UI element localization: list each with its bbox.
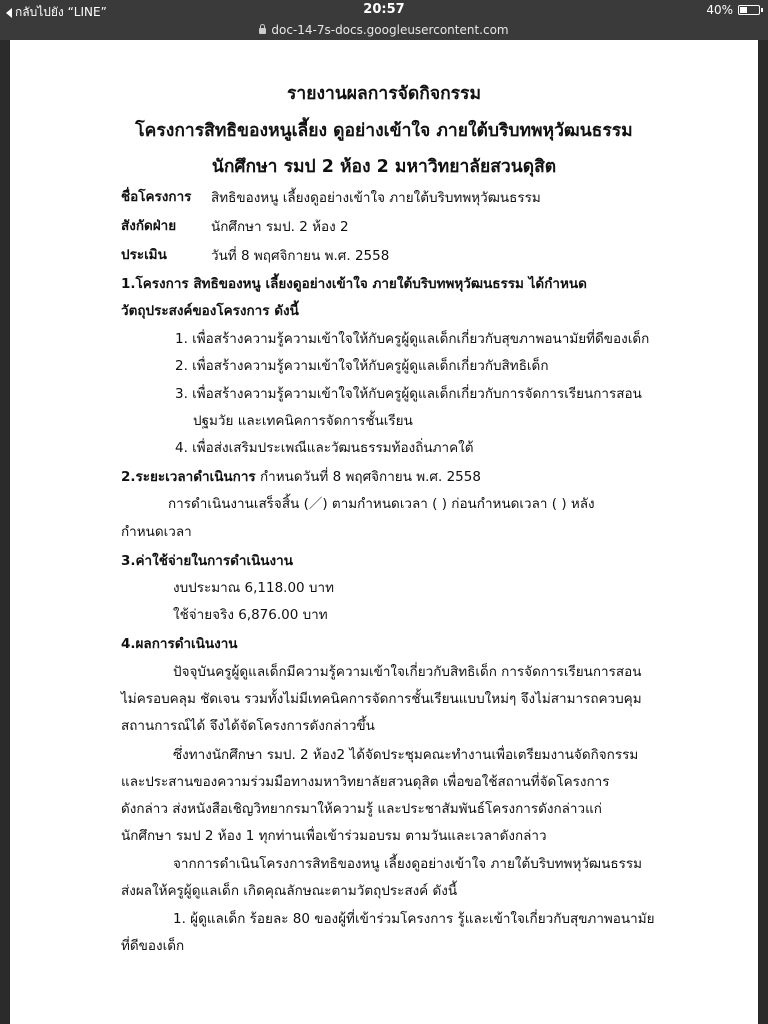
para3-line1: จากการดำเนินโครงการสิทธิของหนู เลี้ยงดูอย่างเข้าใจ ภายใต้บริบทพหุวัฒนธรรม (173, 856, 642, 872)
battery-indicator (706, 3, 760, 17)
section3-heading: 3.ค่าใช้จ่ายในการดำเนินงาน (121, 553, 293, 569)
battery-percent: 40% (706, 3, 733, 17)
document-page (10, 40, 758, 1024)
status-bar (0, 0, 768, 20)
objective-2: 2. เพื่อสร้างความรู้ความเข้าใจให้กับครูผู้ดูแลเด็กเกี่ยวกับสิทธิเด็ก (175, 358, 549, 374)
info-value-project: สิทธิของหนู เลี้ยงดูอย่างเข้าใจ ภายใต้บริบทพหุวัฒนธรรม (211, 190, 541, 206)
section2-heading: 2.ระยะเวลาดำเนินการ (121, 469, 256, 485)
result1-line1: 1. ผู้ดูแลเด็ก ร้อยละ 80 ของผู้ที่เข้าร่วมโครงการ รู้และเข้าใจเกี่ยวกับสุขภาพอนามัย (173, 911, 655, 927)
result1-line2: ที่ดีของเด็ก (121, 938, 185, 954)
section2-line3: กำหนดเวลา (121, 524, 192, 540)
budget-line: งบประมาณ 6,118.00 บาท (173, 580, 334, 596)
status-time: 20:57 (363, 2, 405, 17)
section1-heading-line1: 1.โครงการ สิทธิของหนู เลี้ยงดูอย่างเข้าใจ ภายใต้บริบทพหุวัฒนธรรม ได้กำหนด (121, 276, 587, 292)
para2-line3: ดังกล่าว ส่งหนังสือเชิญวิทยากรมาให้ความรู้ และประชาสัมพันธ์โครงการดังกล่าวแก่ (121, 801, 602, 817)
para3-line2: ส่งผลให้ครูผู้ดูแลเด็ก เกิดคุณลักษณะตามวัตถุประสงค์ ดังนี้ (121, 883, 458, 899)
info-value-department: นักศึกษา รมป. 2 ห้อง 2 (211, 219, 349, 235)
objective-4: 4. เพื่อส่งเสริมประเพณีและวัฒนธรรมท้องถิ่นภาคใต้ (175, 440, 474, 456)
info-value-evaluation: วันที่ 8 พฤศจิกายน พ.ศ. 2558 (211, 248, 390, 264)
info-label-department: สังกัดฝ่าย (121, 218, 177, 234)
para2-line2: และประสานของความร่วมมือทางมหาวิทยาลัยสวนดุสิต เพื่อขอใช้สถานที่จัดโครงการ (121, 774, 610, 790)
section2-line1 (121, 465, 481, 487)
para1-line3: สถานการณ์ได้ จึงได้จัดโครงการดังกล่าวขึ้น (121, 718, 375, 734)
doc-title-3: นักศึกษา รมป 2 ห้อง 2 มหาวิทยาลัยสวนดุสิต (211, 157, 557, 177)
objective-1: 1. เพื่อสร้างความรู้ความเข้าใจให้กับครูผู้ดูแลเด็กเกี่ยวกับสุขภาพอนามัยที่ดีของเด็ก (175, 331, 650, 347)
lock-icon (259, 28, 266, 34)
objective-3: 3. เพื่อสร้างความรู้ความเข้าใจให้กับครูผู้ดูแลเด็กเกี่ยวกับการจัดการเรียนการสอน (175, 386, 642, 402)
url-bar[interactable] (0, 20, 768, 40)
back-label: กลับไปยัง “LINE” (15, 5, 107, 19)
para1-line2: ไม่ครอบคลุม ชัดเจน รวมทั้งไม่มีเทคนิคการจัดการชั้นเรียนแบบใหม่ๆ จึงไม่สามารถควบคุม (121, 691, 642, 707)
info-label-evaluation: ประเมิน (121, 247, 167, 263)
section4-heading: 4.ผลการดำเนินงาน (121, 636, 238, 652)
section1-heading-line2: วัตถุประสงค์ของโครงการ ดังนี้ (121, 303, 299, 319)
doc-title-2: โครงการสิทธิของหนูเลี้ยง ดูอย่างเข้าใจ ภายใต้บริบทพหุวัฒนธรรม (135, 121, 633, 141)
battery-icon (738, 5, 760, 15)
url-text: doc-14-7s-docs.googleusercontent.com (271, 23, 509, 37)
section2-line2: การดำเนินงานเสร็จสิ้น (／) ตามกำหนดเวลา ( ) ก่อนกำหนดเวลา ( ) หลัง (168, 496, 595, 512)
para1-line1: ปัจจุบันครูผู้ดูแลเด็กมีความรู้ความเข้าใจเกี่ยวกับสิทธิเด็ก การจัดการเรียนการสอน (173, 664, 642, 680)
para2-line4: นักศึกษา รมป 2 ห้อง 1 ทุกท่านเพื่อเข้าร่วมอบรม ตามวันและเวลาดังกล่าว (121, 828, 547, 844)
objective-3-cont: ปฐมวัย และเทคนิคการจัดการชั้นเรียน (193, 413, 413, 429)
spent-line: ใช้จ่ายจริง 6,876.00 บาท (173, 607, 328, 623)
doc-title-1: รายงานผลการจัดกิจกรรม (286, 84, 481, 104)
para2-line1: ซึ่งทางนักศึกษา รมป. 2 ห้อง2 ได้จัดประชุมคณะทำงานเพื่อเตรียมงานจัดกิจกรรม (173, 747, 639, 763)
section2-date: กำหนดวันที่ 8 พฤศจิกายน พ.ศ. 2558 (259, 469, 481, 485)
info-label-project: ชื่อโครงการ (121, 189, 192, 205)
